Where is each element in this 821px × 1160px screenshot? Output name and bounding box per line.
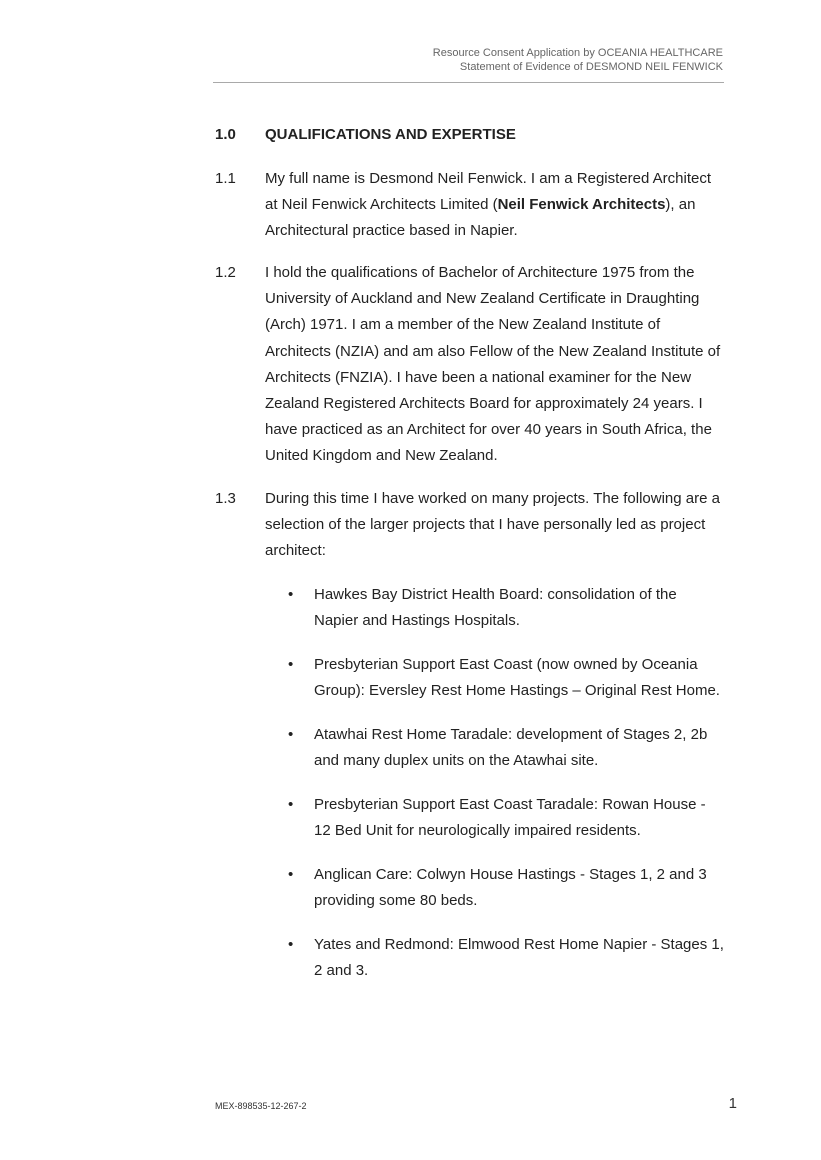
- list-item: [265, 792, 725, 844]
- bullet-icon: •: [288, 725, 294, 743]
- list-item: [265, 862, 725, 914]
- paragraph-text: During this time I have worked on many projects. The following are a selection of the larger projects that I have personally led as project architect:: [265, 490, 720, 560]
- list-item: [265, 652, 725, 704]
- paragraph-1-1: [215, 166, 725, 245]
- paragraph-1-3: [215, 486, 725, 565]
- page-header: [213, 47, 723, 74]
- bullet-icon: •: [288, 865, 294, 883]
- paragraph-number: 1.2: [215, 264, 236, 281]
- section-title: QUALIFICATIONS AND EXPERTISE: [265, 126, 516, 143]
- list-item-text: Anglican Care: Colwyn House Hastings - Stages 1, 2 and 3 providing some 80 beds.: [314, 865, 707, 909]
- paragraph-text-start: My full name is Desmond Neil Fenwick. I am a Registered Architect at Neil Fenwick Architects Limited (: [265, 170, 711, 214]
- paragraph-number: 1.3: [215, 490, 236, 507]
- paragraph-1-2: [215, 260, 725, 470]
- project-list: [265, 582, 725, 1001]
- bullet-icon: •: [288, 586, 294, 603]
- header-divider: [213, 82, 724, 83]
- list-item-text: Presbyterian Support East Coast (now owned by Oceania Group): Eversley Rest Home Hastings – Original Rest Home.: [314, 655, 720, 700]
- list-item: [265, 722, 725, 774]
- paragraph-number: 1.1: [215, 170, 236, 187]
- bullet-icon: •: [288, 655, 294, 673]
- list-item: [265, 932, 725, 984]
- list-item-text: Hawkes Bay District Health Board: consolidation of the Napier and Hastings Hospitals.: [314, 586, 677, 630]
- paragraph-text-end: ), an Architectural practice based in Napier.: [265, 196, 696, 240]
- defined-term: Neil Fenwick Architects: [497, 196, 666, 214]
- document-reference: MEX-898535-12-267-2: [215, 1101, 307, 1111]
- paragraph-text: I hold the qualifications of Bachelor of Architecture 1975 from the University of Auckland and New Zealand Certificate in Draughting (Arch) 1971. I am a member of the New Zealand Institute of Architects (NZIA) and am also Fellow of the New Zealand Institute of Architects (FNZIA). I have been a national examiner for the New Zealand Registered Architects Board for approximately 24 years. I have practiced as an Architect for over 40 years in South Africa, the United Kingdom and New Zealand.: [265, 264, 721, 465]
- list-item: [265, 582, 725, 634]
- header-statement-line: Statement of Evidence of DESMOND NEIL FENWICK: [459, 60, 723, 73]
- header-application-line: Resource Consent Application by OCEANIA HEALTHCARE: [432, 47, 723, 59]
- list-item-text: Presbyterian Support East Coast Taradale: Rowan House - 12 Bed Unit for neurologically impaired residents.: [314, 795, 706, 839]
- bullet-icon: •: [288, 935, 294, 953]
- paragraph-text: [265, 166, 725, 245]
- bullet-icon: •: [288, 795, 294, 813]
- section-number: 1.0: [215, 126, 236, 143]
- list-item-text: Atawhai Rest Home Taradale: development of Stages 2, 2b and many duplex units on the Atawhai site.: [314, 725, 708, 770]
- list-item-text: Yates and Redmond: Elmwood Rest Home Napier - Stages 1, 2 and 3.: [314, 935, 724, 979]
- page-number: 1: [728, 1095, 737, 1112]
